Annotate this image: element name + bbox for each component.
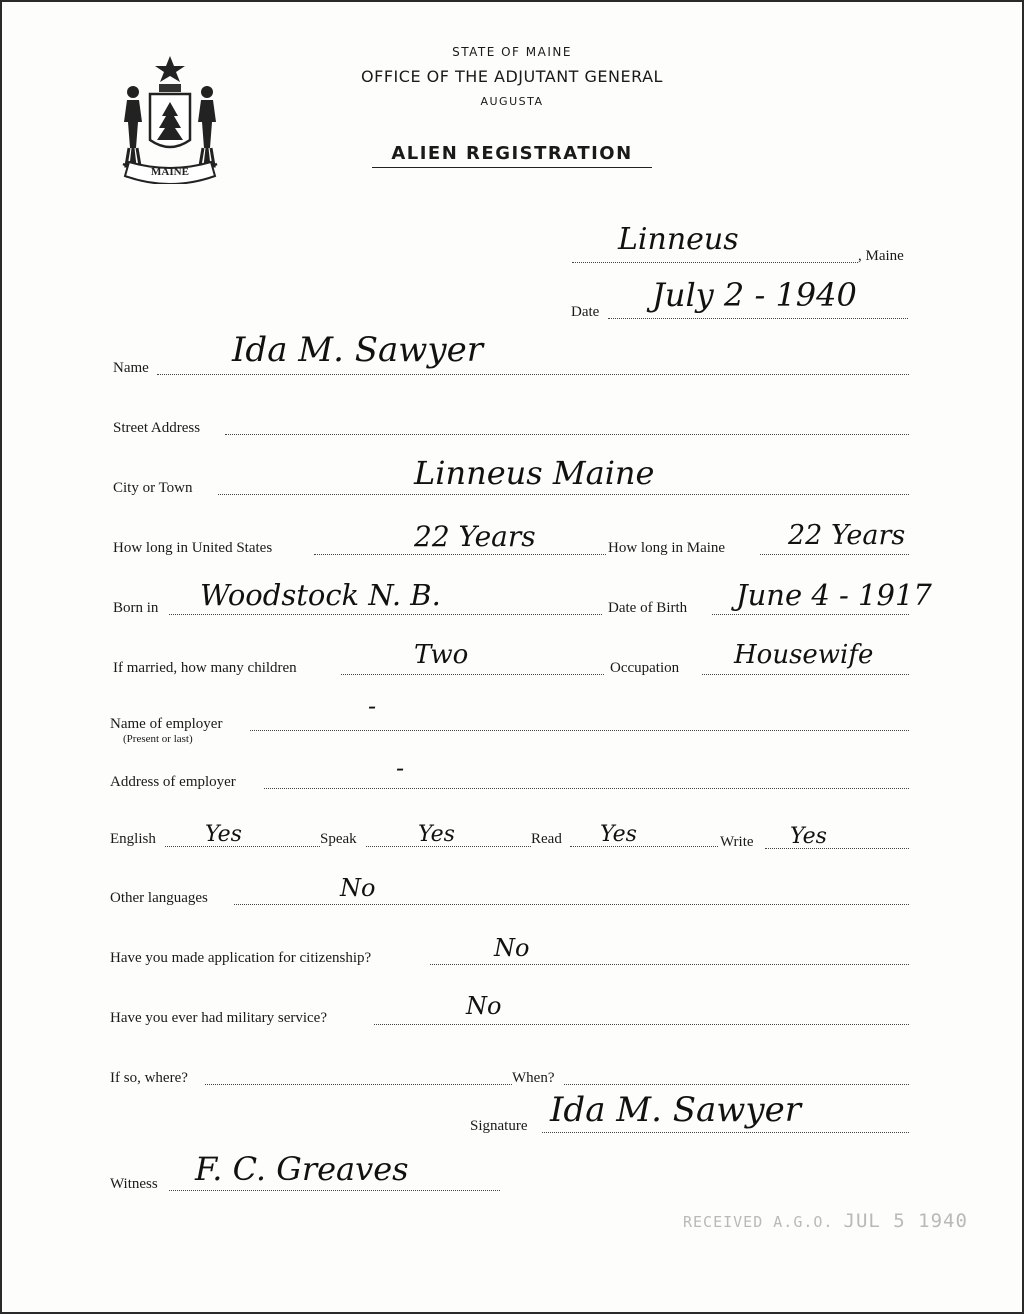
employer-label: Name of employer: [110, 716, 223, 732]
military-line: [374, 1024, 909, 1025]
write-line: [765, 848, 909, 849]
employer-address-label: Address of employer: [110, 774, 236, 790]
citizenship-line: [430, 964, 909, 965]
maine-long-line: [760, 554, 909, 555]
write-entry[interactable]: Yes: [790, 824, 827, 849]
date-line: [608, 318, 908, 319]
occupation-label: Occupation: [610, 660, 680, 676]
title-underline: [372, 167, 652, 168]
when-label: When?: [512, 1070, 555, 1086]
born-entry[interactable]: Woodstock N. B.: [200, 578, 441, 612]
children-label: If married, how many children: [113, 660, 297, 676]
employer-address-line: [264, 788, 909, 789]
us-long-line: [314, 554, 606, 555]
dob-label: Date of Birth: [608, 600, 688, 616]
name-label: Name: [113, 360, 149, 376]
us-long-entry[interactable]: 22 Years: [414, 520, 536, 553]
where-line: [205, 1084, 512, 1085]
read-entry[interactable]: Yes: [600, 822, 637, 847]
english-line: [165, 846, 320, 847]
read-line: [570, 846, 718, 847]
other-languages-label: Other languages: [110, 890, 208, 906]
children-entry[interactable]: Two: [414, 640, 469, 670]
occupation-line: [702, 674, 909, 675]
dob-entry[interactable]: June 4 - 1917: [736, 578, 932, 612]
state-heading: STATE OF MAINE: [452, 45, 572, 59]
born-label: Born in: [113, 600, 159, 616]
dob-line: [712, 614, 909, 615]
date-label: Date: [571, 304, 600, 320]
witness-line: [169, 1190, 500, 1191]
stamp-date: JUL 5 1940: [843, 1210, 968, 1232]
occupation-entry[interactable]: Housewife: [734, 640, 874, 670]
where-label: If so, where?: [110, 1070, 188, 1086]
maine-long-label: How long in Maine: [608, 540, 726, 556]
military-label: Have you ever had military service?: [110, 1010, 327, 1026]
other-languages-line: [234, 904, 909, 905]
employer-note: (Present or last): [123, 733, 193, 745]
speak-entry[interactable]: Yes: [418, 822, 455, 847]
signature-label: Signature: [470, 1118, 528, 1134]
maine-label: , Maine: [858, 248, 904, 264]
street-label: Street Address: [113, 420, 201, 436]
speak-label: Speak: [320, 831, 357, 847]
witness-label: Witness: [110, 1176, 158, 1192]
born-line: [169, 614, 602, 615]
other-languages-entry[interactable]: No: [340, 874, 376, 902]
write-label: Write: [720, 834, 754, 850]
us-long-label: How long in United States: [113, 540, 273, 556]
office-heading: OFFICE OF THE ADJUTANT GENERAL: [361, 67, 663, 86]
witness-entry[interactable]: F. C. Greaves: [195, 1150, 409, 1188]
city-line: [218, 494, 909, 495]
employer-line: [250, 730, 909, 731]
city-entry[interactable]: Linneus Maine: [414, 454, 655, 492]
when-line: [564, 1084, 909, 1085]
city-label: City or Town: [113, 480, 193, 496]
read-label: Read: [531, 831, 562, 847]
form-title: ALIEN REGISTRATION: [391, 143, 633, 164]
date-entry[interactable]: July 2 - 1940: [652, 276, 857, 314]
town-line: [572, 262, 858, 263]
children-line: [341, 674, 604, 675]
name-line: [157, 374, 909, 375]
city-heading: AUGUSTA: [480, 95, 544, 108]
maine-long-entry[interactable]: 22 Years: [788, 520, 906, 551]
received-stamp: [683, 1210, 968, 1232]
signature-entry[interactable]: Ida M. Sawyer: [550, 1090, 801, 1130]
street-line: [225, 434, 909, 435]
english-entry[interactable]: Yes: [205, 822, 242, 847]
employer-address-entry[interactable]: -: [396, 754, 405, 782]
stamp-text: RECEIVED A.G.O.: [683, 1213, 834, 1231]
town-entry[interactable]: Linneus: [618, 222, 739, 257]
citizenship-entry[interactable]: No: [494, 934, 530, 962]
employer-entry[interactable]: -: [368, 692, 377, 720]
seal-text: MAINE: [151, 166, 189, 178]
citizenship-label: Have you made application for citizenship?: [110, 950, 372, 966]
name-entry[interactable]: Ida M. Sawyer: [232, 330, 483, 370]
military-entry[interactable]: No: [466, 992, 502, 1020]
signature-line: [542, 1132, 909, 1133]
english-label: English: [110, 831, 156, 847]
